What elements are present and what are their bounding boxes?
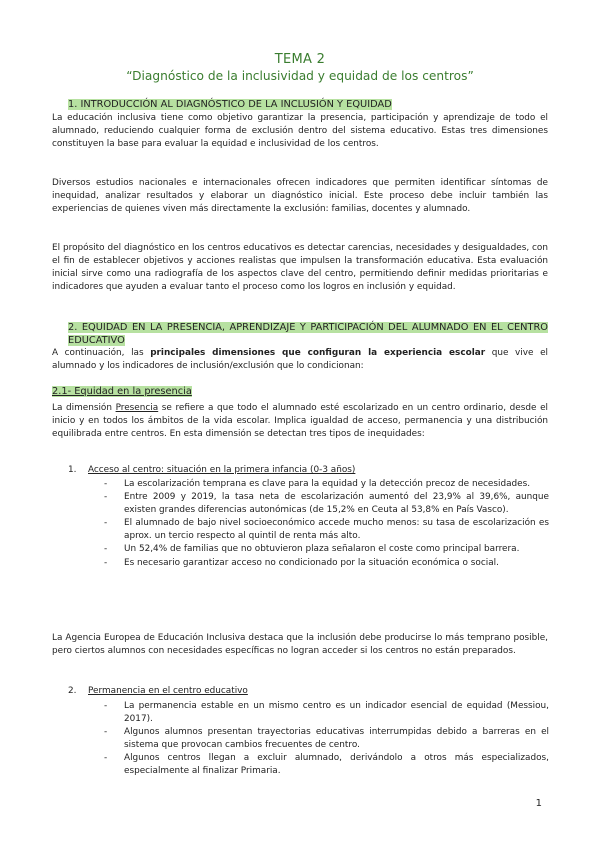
document-subtitle: “Diagnóstico de la inclusividad y equidad de los centros”	[126, 69, 474, 83]
subsection-heading-presencia: 2.1- Equidad en la presencia	[52, 386, 192, 397]
document-title: TEMA 2	[274, 52, 326, 67]
bullet-list-1	[101, 478, 549, 570]
list-item: - El alumnado de bajo nivel socioeconómico accede mucho menos: su tasa de escolarización es aprox. un tercio respecto al quintil de renta más alto.	[104, 518, 549, 542]
numbered-item-1: 1. Acceso al centro: situación en la primera infancia (0-3 años)	[68, 465, 356, 475]
list-item: - Algunos alumnos presentan trayectorias educativas interrumpidas debido a barreras en el sistema que provocan cambios frecuentes de centro.	[104, 727, 549, 751]
section1-paragraph-3: El propósito del diagnóstico en los centros educativos es detectar carencias, necesidades y desigualdades, con el fin de establecer objetivos y acciones realistas que impulsen la transformación educativa. Esta evaluación inicial sirve como una radiografía de los aspectos clave del centro, permitiendo definir medidas prioritarias e indicadores que ayuden a evaluar tanto el proceso como los logros en inclusión y equidad.	[52, 243, 548, 293]
section1-paragraph-2: Diversos estudios nacionales e internacionales ofrecen indicadores que permiten identificar síntomas de inequidad, analizar resultados y elaborar un diagnóstico inicial. Este proceso debe incluir también las experiencias de quienes viven más directamente la exclusión: familias, docentes y alumnado.	[52, 178, 548, 215]
bullet-list-2	[101, 700, 549, 779]
list-item: - Un 52,4% de familias que no obtuvieron plaza señalaron el coste como principal barrera.	[104, 544, 520, 555]
list-item: - La permanencia estable en un mismo centro es un indicador esencial de equidad (Messiou, 2017).	[104, 701, 549, 725]
section1-heading: 1. INTRODUCCIÓN AL DIAGNÓSTICO DE LA INCLUSIÓN Y EQUIDAD	[68, 99, 392, 110]
list-item: - Es necesario garantizar acceso no condicionado por la situación económica o social.	[104, 557, 499, 568]
presencia-paragraph: La dimensión Presencia se refiere a que todo el alumnado esté escolarizado en un centro ordinario, desde el inicio y en todos los ámbitos de la vida escolar. Implica igualdad de acceso, permanencia y una distribución equilibrada entre centros. En esta dimensión se detectan tres tipos de inequidades:	[52, 403, 549, 440]
list-item: - La escolarización temprana es clave para la equidad y la detección precoz de necesidades.	[104, 479, 531, 489]
list-item: - Entre 2009 y 2019, la tasa neta de escolarización aumentó del 23,9% al 39,6%, aunque existen grandes diferencias autonómicas (de 15,2% en Ceuta al 53,8% en País Vasco).	[104, 492, 549, 516]
section2-intro: A continuación, las principales dimensiones que configuran la experiencia escolar que vive el alumnado y los indicadores de inclusión/exclusión que lo condicionan:	[52, 348, 548, 372]
agencia-paragraph: La Agencia Europea de Educación Inclusiva destaca que la inclusión debe producirse lo más temprano posible, pero ciertos alumnos con necesidades específicas no logran acceder si los centros no están preparados.	[52, 633, 548, 657]
section2-heading: 2. EQUIDAD EN LA PRESENCIA, APRENDIZAJE Y PARTICIPACIÓN DEL ALUMNADO EN EL CENTRO EDUCATIVO	[68, 322, 548, 346]
numbered-item-1-title: Acceso al centro: situación en la primera infancia (0-3 años)	[88, 465, 356, 475]
list-item: - Algunos centros llegan a excluir alumnado, derivándolo a otros más especializados, especialmente al finalizar Primaria.	[104, 753, 549, 777]
page-number: 1	[535, 798, 542, 809]
numbered-item-2: 2. Permanencia en el centro educativo	[68, 686, 248, 696]
section1-paragraph-1: La educación inclusiva tiene como objetivo garantizar la presencia, participación y aprendizaje de todo el alumnado, reduciendo cualquier forma de exclusión dentro del sistema educativo. Estas tres dimensiones constituyen la base para evaluar la equidad e inclusividad de los centros.	[52, 113, 548, 150]
numbered-item-2-title: Permanencia en el centro educativo	[88, 686, 248, 696]
